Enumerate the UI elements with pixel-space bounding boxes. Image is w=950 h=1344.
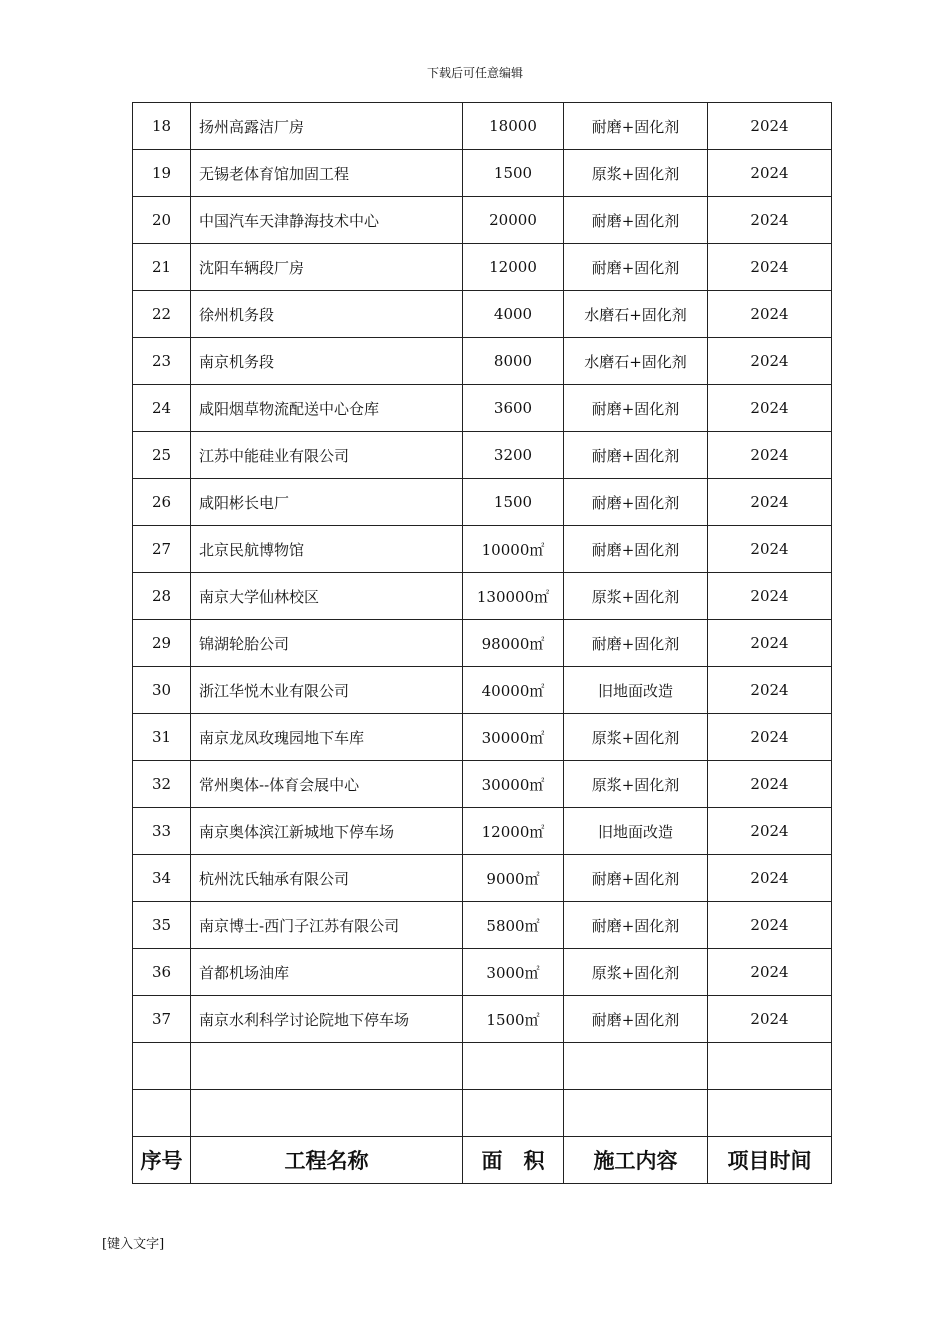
- cell-year: 2024: [708, 761, 832, 808]
- table-row: [133, 573, 832, 620]
- cell-content: [564, 1090, 708, 1137]
- cell-name: 浙江华悦木业有限公司: [191, 667, 463, 714]
- table-row: [133, 197, 832, 244]
- table-row: [133, 855, 832, 902]
- cell-content: 旧地面改造: [564, 808, 708, 855]
- cell-name: 南京机务段: [191, 338, 463, 385]
- table-row: [133, 432, 832, 479]
- cell-name: 南京水利科学讨论院地下停车场: [191, 996, 463, 1043]
- cell-name: 杭州沈氏轴承有限公司: [191, 855, 463, 902]
- cell-no: 34: [133, 855, 191, 902]
- cell-no: 25: [133, 432, 191, 479]
- cell-area: 98000㎡: [463, 620, 564, 667]
- cell-no: 33: [133, 808, 191, 855]
- table-row: [133, 103, 832, 150]
- cell-area: 40000㎡: [463, 667, 564, 714]
- cell-year: 2024: [708, 103, 832, 150]
- cell-content: 原浆+固化剂: [564, 949, 708, 996]
- cell-name: 咸阳彬长电厂: [191, 479, 463, 526]
- table-row: [133, 667, 832, 714]
- cell-content: 耐磨+固化剂: [564, 620, 708, 667]
- table-row: [133, 949, 832, 996]
- column-header-year: 项目时间: [708, 1137, 832, 1184]
- cell-year: 2024: [708, 620, 832, 667]
- table-row: [133, 1043, 832, 1090]
- cell-content: 原浆+固化剂: [564, 150, 708, 197]
- cell-year: 2024: [708, 996, 832, 1043]
- cell-no: 35: [133, 902, 191, 949]
- cell-year: 2024: [708, 667, 832, 714]
- cell-area: 1500㎡: [463, 996, 564, 1043]
- cell-no: 28: [133, 573, 191, 620]
- cell-area: 3600: [463, 385, 564, 432]
- cell-content: 耐磨+固化剂: [564, 244, 708, 291]
- column-header-content: 施工内容: [564, 1137, 708, 1184]
- table-row: [133, 620, 832, 667]
- cell-name: 咸阳烟草物流配送中心仓库: [191, 385, 463, 432]
- table-row: [133, 526, 832, 573]
- cell-no: 31: [133, 714, 191, 761]
- cell-area: 1500: [463, 479, 564, 526]
- cell-name: 徐州机务段: [191, 291, 463, 338]
- cell-year: 2024: [708, 338, 832, 385]
- cell-year: 2024: [708, 197, 832, 244]
- cell-area: 4000: [463, 291, 564, 338]
- cell-no: 22: [133, 291, 191, 338]
- column-header-no: 序号: [133, 1137, 191, 1184]
- cell-year: 2024: [708, 573, 832, 620]
- cell-year: 2024: [708, 808, 832, 855]
- cell-year: 2024: [708, 902, 832, 949]
- cell-content: 耐磨+固化剂: [564, 855, 708, 902]
- cell-no: 32: [133, 761, 191, 808]
- cell-content: 耐磨+固化剂: [564, 996, 708, 1043]
- cell-area: [463, 1043, 564, 1090]
- cell-name: [191, 1043, 463, 1090]
- cell-name: 江苏中能硅业有限公司: [191, 432, 463, 479]
- cell-name: 南京奥体滨江新城地下停车场: [191, 808, 463, 855]
- cell-name: 北京民航博物馆: [191, 526, 463, 573]
- cell-no: [133, 1043, 191, 1090]
- cell-name: [191, 1090, 463, 1137]
- cell-area: 8000: [463, 338, 564, 385]
- cell-name: 南京博士-西门子江苏有限公司: [191, 902, 463, 949]
- cell-name: 首都机场油库: [191, 949, 463, 996]
- cell-year: 2024: [708, 291, 832, 338]
- table-row: [133, 150, 832, 197]
- table-row: [133, 808, 832, 855]
- table-row: [133, 291, 832, 338]
- cell-area: 3200: [463, 432, 564, 479]
- cell-no: 23: [133, 338, 191, 385]
- page-footer: [键入文字]: [102, 1237, 165, 1252]
- cell-area: 20000: [463, 197, 564, 244]
- cell-area: 3000㎡: [463, 949, 564, 996]
- cell-no: 37: [133, 996, 191, 1043]
- cell-area: 30000㎡: [463, 761, 564, 808]
- cell-name: 中国汽车天津静海技术中心: [191, 197, 463, 244]
- cell-content: 耐磨+固化剂: [564, 103, 708, 150]
- cell-no: 19: [133, 150, 191, 197]
- cell-no: 21: [133, 244, 191, 291]
- cell-year: 2024: [708, 432, 832, 479]
- cell-area: 9000㎡: [463, 855, 564, 902]
- cell-year: [708, 1043, 832, 1090]
- cell-name: 锦湖轮胎公司: [191, 620, 463, 667]
- cell-year: 2024: [708, 855, 832, 902]
- cell-no: 20: [133, 197, 191, 244]
- cell-no: 29: [133, 620, 191, 667]
- cell-area: 12000: [463, 244, 564, 291]
- column-header-row: [133, 1137, 832, 1184]
- cell-year: 2024: [708, 385, 832, 432]
- table-row: [133, 761, 832, 808]
- table-row: [133, 996, 832, 1043]
- cell-name: 常州奥体--体育会展中心: [191, 761, 463, 808]
- project-table: [132, 102, 832, 1184]
- cell-year: 2024: [708, 150, 832, 197]
- table-row: [133, 1090, 832, 1137]
- cell-content: 耐磨+固化剂: [564, 526, 708, 573]
- cell-content: 原浆+固化剂: [564, 761, 708, 808]
- cell-content: 水磨石+固化剂: [564, 291, 708, 338]
- cell-year: 2024: [708, 479, 832, 526]
- cell-content: 耐磨+固化剂: [564, 479, 708, 526]
- table-row: [133, 902, 832, 949]
- table-row: [133, 479, 832, 526]
- cell-name: 南京大学仙林校区: [191, 573, 463, 620]
- cell-name: 沈阳车辆段厂房: [191, 244, 463, 291]
- cell-year: 2024: [708, 949, 832, 996]
- cell-no: 24: [133, 385, 191, 432]
- cell-year: 2024: [708, 714, 832, 761]
- cell-content: 耐磨+固化剂: [564, 432, 708, 479]
- cell-content: 耐磨+固化剂: [564, 385, 708, 432]
- cell-area: 12000㎡: [463, 808, 564, 855]
- cell-content: 耐磨+固化剂: [564, 197, 708, 244]
- cell-area: [463, 1090, 564, 1137]
- table-row: [133, 714, 832, 761]
- cell-content: 原浆+固化剂: [564, 714, 708, 761]
- table-row: [133, 338, 832, 385]
- cell-no: 18: [133, 103, 191, 150]
- cell-content: [564, 1043, 708, 1090]
- cell-content: 水磨石+固化剂: [564, 338, 708, 385]
- cell-area: 1500: [463, 150, 564, 197]
- cell-area: 18000: [463, 103, 564, 150]
- cell-no: 27: [133, 526, 191, 573]
- column-header-name: 工程名称: [191, 1137, 463, 1184]
- page-header: 下载后可任意编辑: [426, 66, 523, 80]
- cell-area: 5800㎡: [463, 902, 564, 949]
- cell-no: [133, 1090, 191, 1137]
- cell-no: 26: [133, 479, 191, 526]
- cell-no: 30: [133, 667, 191, 714]
- cell-year: 2024: [708, 526, 832, 573]
- column-header-area: 面 积: [463, 1137, 564, 1184]
- cell-area: 10000㎡: [463, 526, 564, 573]
- cell-name: 扬州高露洁厂房: [191, 103, 463, 150]
- cell-content: 耐磨+固化剂: [564, 902, 708, 949]
- table-row: [133, 385, 832, 432]
- cell-name: 无锡老体育馆加固工程: [191, 150, 463, 197]
- cell-no: 36: [133, 949, 191, 996]
- cell-content: 旧地面改造: [564, 667, 708, 714]
- table-body: [133, 103, 832, 1137]
- cell-area: 130000㎡: [463, 573, 564, 620]
- table-row: [133, 244, 832, 291]
- cell-year: [708, 1090, 832, 1137]
- cell-area: 30000㎡: [463, 714, 564, 761]
- cell-year: 2024: [708, 244, 832, 291]
- cell-content: 原浆+固化剂: [564, 573, 708, 620]
- cell-name: 南京龙凤玫瑰园地下车库: [191, 714, 463, 761]
